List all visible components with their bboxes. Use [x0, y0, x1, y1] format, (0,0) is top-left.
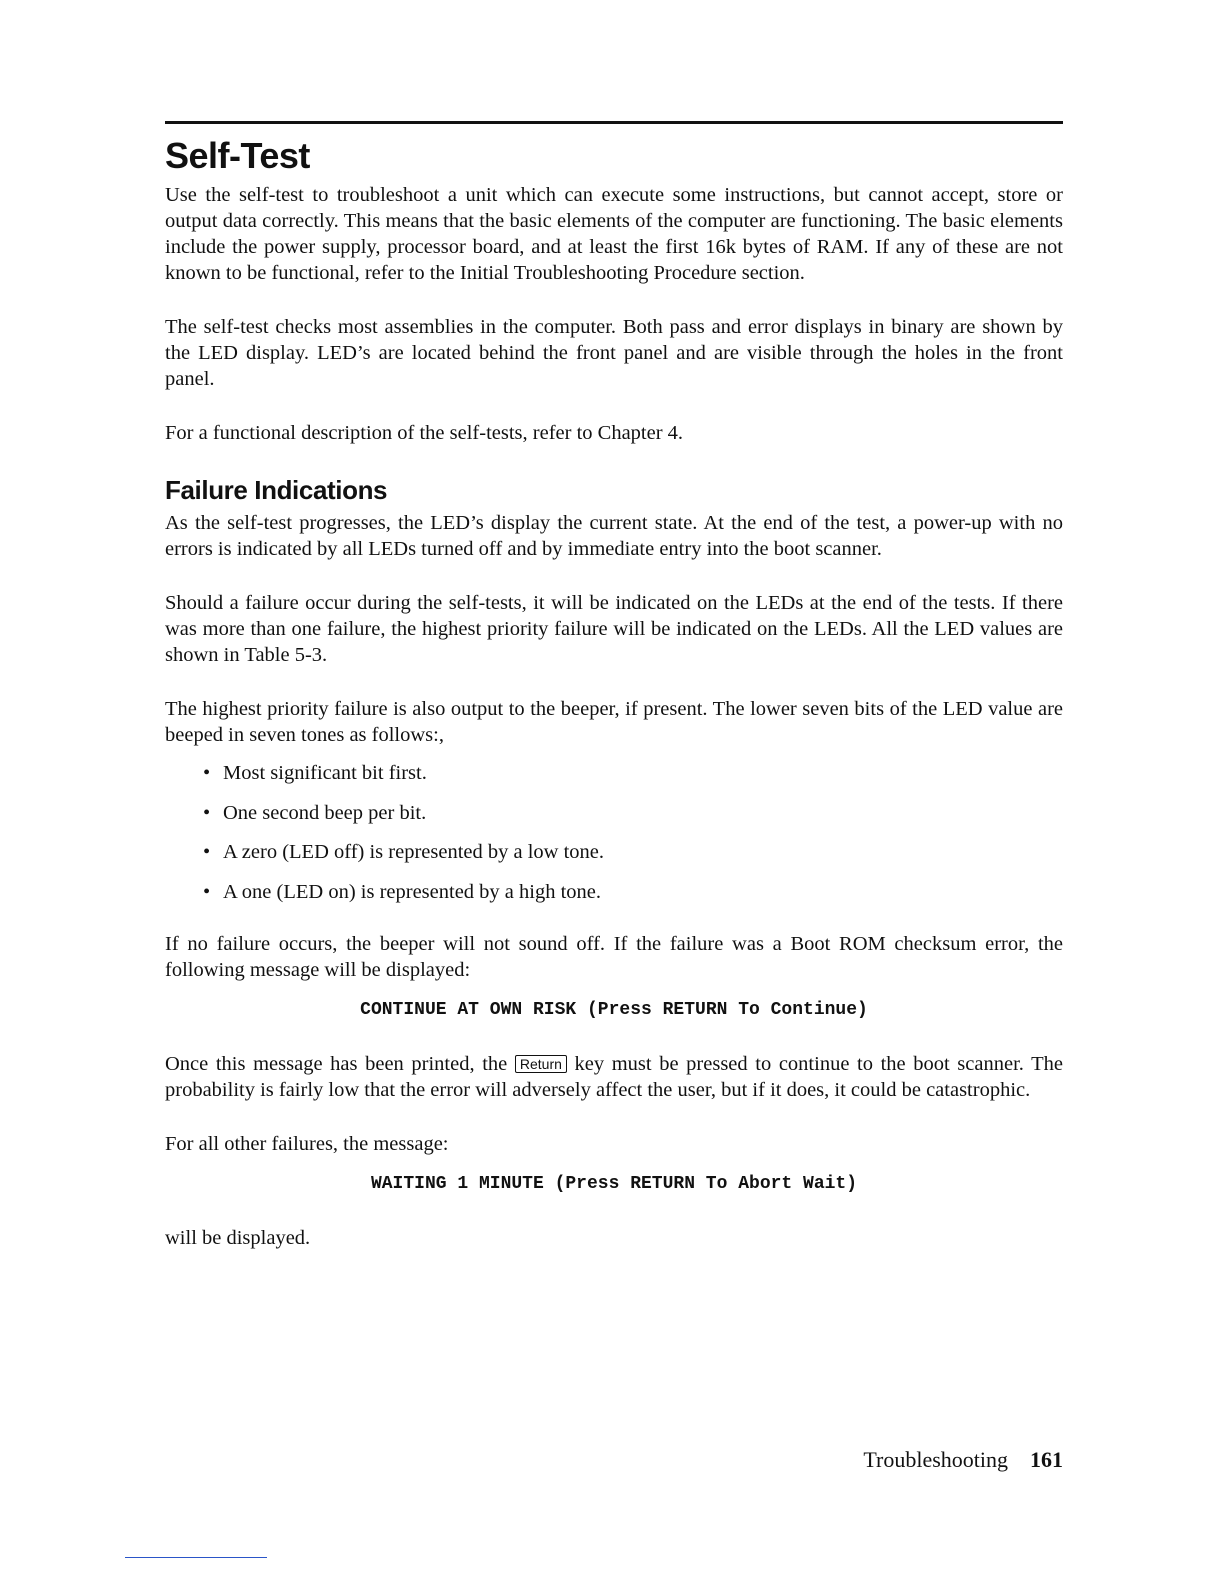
- list-item-text: One second beep per bit.: [223, 801, 427, 824]
- boot-rom-message: CONTINUE AT OWN RISK (Press RETURN To Continue): [360, 999, 868, 1020]
- list-item-text: Most significant bit first.: [223, 762, 427, 785]
- intro-paragraph-2: The self-test checks most assemblies in the computer. Both pass and error displays in binary are shown by the LED display. LED’s are located behind the front panel and are visible through the holes in the front panel.: [165, 315, 1063, 390]
- section-paragraph-4: If no failure occurs, the beeper will not sound off. If the failure was a Boot ROM checksum error, the following message will be displayed:: [165, 932, 1063, 981]
- list-item: [203, 760, 1063, 786]
- bullet-icon: •: [203, 762, 211, 785]
- section-paragraph-7: will be displayed.: [165, 1226, 311, 1249]
- intro-paragraph-3: For a functional description of the self-tests, refer to Chapter 4.: [165, 421, 684, 444]
- page-number: 161: [1030, 1447, 1063, 1472]
- beep-rules-list: [165, 760, 1063, 905]
- intro-paragraph-1: Use the self-test to troubleshoot a unit which can execute some instructions, but cannot accept, store or output data correctly. This means that the basic elements of the computer are functioning. The basic elements include the power supply, processor board, and at least the first 16k bytes of RAM. If any of these are not known to be functional, refer to the Initial Troubleshooting Procedure section.: [165, 183, 1063, 284]
- list-item-text: A one (LED on) is represented by a high tone.: [223, 880, 602, 903]
- section-paragraph-2: Should a failure occur during the self-tests, it will be indicated on the LEDs at the end of the tests. If there was more than one failure, the highest priority failure will be indicated on the LEDs. All the LED values are shown in Table 5-3.: [165, 592, 1063, 667]
- page-content: [165, 121, 1063, 1279]
- footer-chapter-name: Troubleshooting: [863, 1447, 1008, 1472]
- section-paragraph-6: For all other failures, the message:: [165, 1132, 449, 1155]
- list-item-text: A zero (LED off) is represented by a low tone.: [223, 841, 605, 864]
- page-title: Self-Test: [165, 135, 310, 176]
- paragraph-text-after-key: key must be pressed to continue to the boot scanner. The probability is fairly low that the error will adversely affect the user, but if it does, it could be catastrophic.: [165, 1052, 1064, 1101]
- top-rule: [165, 121, 1063, 124]
- section-heading: Failure Indications: [165, 474, 388, 505]
- section-paragraph-5: [165, 1051, 1063, 1103]
- section-paragraph-1: As the self-test progresses, the LED’s display the current state. At the end of the test, a power-up with no errors is indicated by all LEDs turned off and by immediate entry into the boot scanner.: [165, 512, 1063, 561]
- list-item: [203, 839, 1063, 865]
- list-item: [203, 800, 1063, 826]
- return-key-icon: Return: [515, 1055, 567, 1073]
- wait-message: WAITING 1 MINUTE (Press RETURN To Abort Wait): [370, 1173, 858, 1194]
- bullet-icon: •: [203, 880, 211, 903]
- section-paragraph-3: The highest priority failure is also output to the beeper, if present. The lower seven bits of the LED value are beeped in seven tones as follows:,: [165, 698, 1063, 747]
- bullet-icon: •: [203, 841, 211, 864]
- bullet-icon: •: [203, 801, 211, 824]
- bottom-rule: [125, 1557, 267, 1558]
- list-item: [203, 879, 1063, 905]
- page-footer: [863, 1447, 1063, 1473]
- paragraph-text-before-key: Once this message has been printed, the: [165, 1052, 508, 1075]
